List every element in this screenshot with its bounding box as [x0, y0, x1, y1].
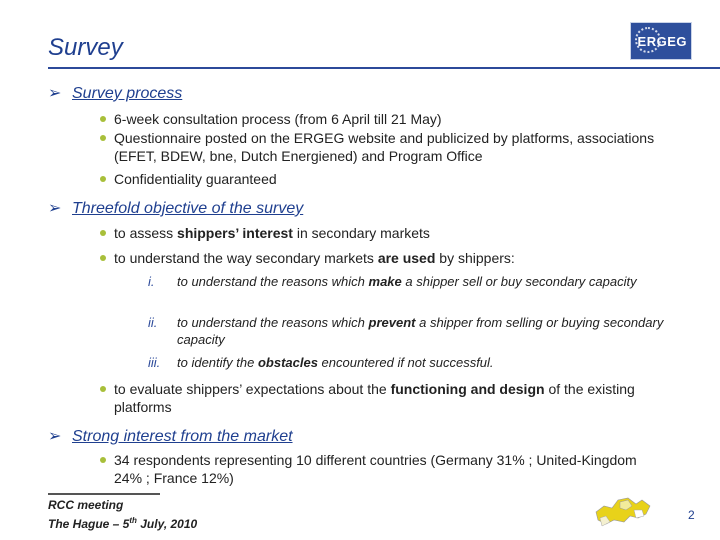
- bullet-icon: [100, 230, 106, 236]
- bullet-icon: [100, 255, 106, 261]
- bullet-icon: [100, 116, 106, 122]
- footer-divider: [48, 493, 160, 495]
- eu-stars-icon: [635, 27, 661, 53]
- arrow-icon: ➢: [48, 85, 62, 102]
- arrow-icon: ➢: [48, 428, 62, 445]
- logo-text: ERGEG: [637, 33, 687, 49]
- list-item: 34 respondents representing 10 different countries (Germany 31% ; United-Kingdom 24% ; France 12%): [100, 451, 660, 487]
- slide-title: Survey: [48, 34, 123, 61]
- footer-meeting-info: RCC meeting The Hague – 5th July, 2010: [48, 498, 198, 531]
- list-item: to assess shippers’ interest in secondary markets: [100, 224, 680, 242]
- list-item: 6-week consultation process (from 6 April till 21 May): [100, 110, 680, 128]
- bullet-icon: [100, 457, 106, 463]
- arrow-icon: ➢: [48, 200, 62, 217]
- bullet-icon: [100, 386, 106, 392]
- page-number: 2: [688, 508, 695, 522]
- section-heading-interest: ➢ Strong interest from the market: [48, 428, 293, 445]
- sub-list-item: i. to understand the reasons which make a shipper sell or buy secondary capacity: [148, 274, 637, 289]
- list-item: Questionnaire posted on the ERGEG website and publicized by platforms, associations (EFET, BDEW, bne, Dutch Energiened) and Program Office: [100, 129, 660, 165]
- europe-map-icon: [590, 488, 660, 530]
- list-item: to evaluate shippers’ expectations about the functioning and design of the existing platforms: [100, 380, 680, 416]
- bullet-icon: [100, 176, 106, 182]
- ergeg-logo: [630, 22, 692, 60]
- sub-list-item: iii. to identify the obstacles encountered if not successful.: [148, 355, 494, 370]
- section-heading-objective: ➢ Threefold objective of the survey: [48, 200, 304, 217]
- sub-list-item: ii. to understand the reasons which prevent a shipper from selling or buying secondary capacity: [148, 315, 664, 347]
- list-item: Confidentiality guaranteed: [100, 170, 680, 188]
- list-item: to understand the way secondary markets are used by shippers:: [100, 249, 680, 267]
- bullet-icon: [100, 135, 106, 141]
- title-divider: [48, 67, 720, 69]
- section-heading-process: ➢ Survey process: [48, 85, 183, 102]
